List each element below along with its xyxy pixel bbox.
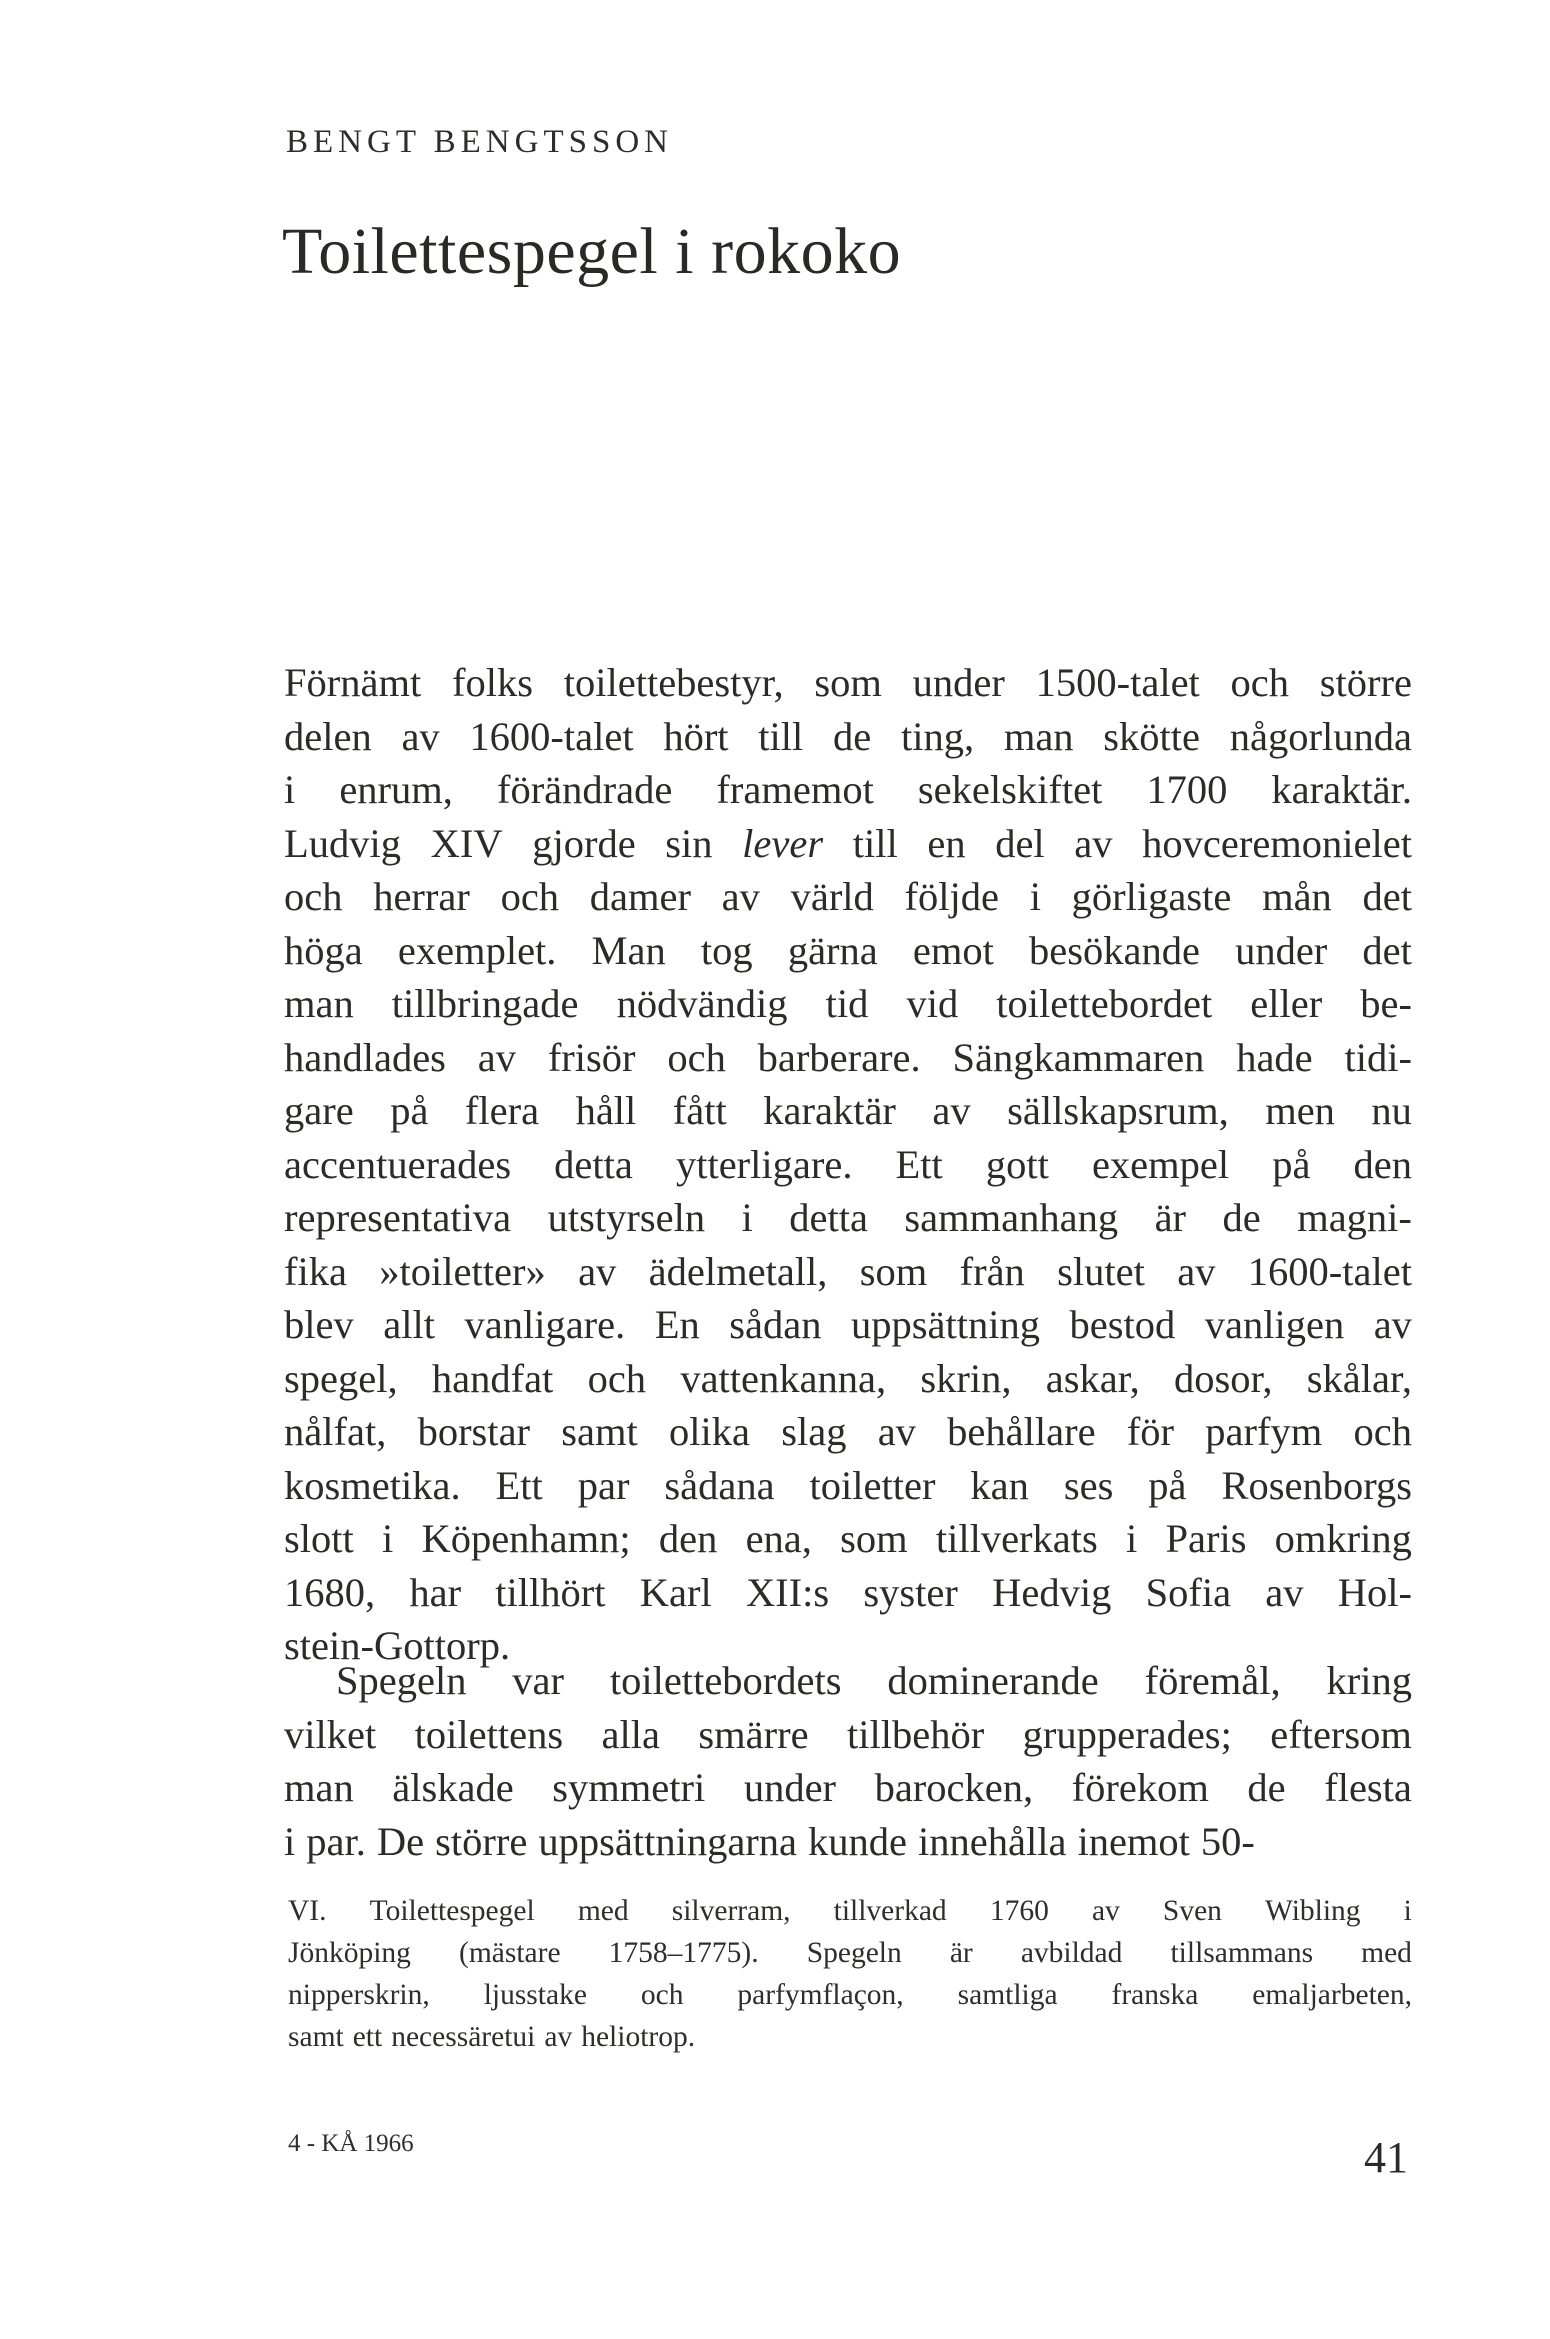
article-title: Toilettespegel i rokoko bbox=[282, 215, 902, 288]
caption-line: VI. Toilettespegel med silverram, tillverkad 1760 av Sven Wibling i bbox=[288, 1895, 1412, 1927]
paragraph-line: och herrar och damer av värld följde i görligaste mån det bbox=[284, 874, 1412, 919]
paragraph-line: man älskade symmetri under barocken, förekom de flesta bbox=[284, 1765, 1412, 1810]
paragraph-line: kosmetika. Ett par sådana toiletter kan ses på Rosenborgs bbox=[284, 1462, 1412, 1508]
paragraph-line: man tillbringade nödvändig tid vid toilettebordet eller be- bbox=[284, 981, 1412, 1026]
paragraph-line: i par. De större uppsättningarna kunde innehålla inemot 50- bbox=[284, 1818, 1255, 1864]
paragraph-line: stein-Gottorp. bbox=[284, 1623, 511, 1668]
paragraph-line: accentuerades detta ytterligare. Ett gott exempel på den bbox=[284, 1141, 1412, 1187]
paragraph-line: Spegeln var toilettebordets dominerande föremål, kring bbox=[336, 1658, 1412, 1703]
paragraph-line: i enrum, förändrade framemot sekelskiftet 1700 karaktär. bbox=[284, 767, 1412, 812]
paragraph-line: fika »toiletter» av ädelmetall, som från slutet av 1600-talet bbox=[284, 1248, 1412, 1294]
paragraph-line: Förnämt folks toilettebestyr, som under 1500-talet och större bbox=[284, 660, 1412, 705]
paragraph-line: blev allt vanligare. En sådan uppsättning bestod vanligen av bbox=[284, 1302, 1412, 1347]
paragraph-line: Ludvig XIV gjorde sin lever till en del av hovceremonielet bbox=[284, 820, 1412, 866]
paragraph-line: vilket toilettens alla smärre tillbehör grupperades; eftersom bbox=[284, 1711, 1412, 1757]
caption-line: samt ett necessäretui av heliotrop. bbox=[288, 2021, 696, 2053]
paragraph-line: handlades av frisör och barberare. Sängkammaren hade tidi- bbox=[284, 1034, 1412, 1080]
page-number: 41 bbox=[1364, 2133, 1408, 2182]
paragraph-2 bbox=[284, 1654, 1412, 1868]
paragraph-line: 1680, har tillhört Karl XII:s syster Hedvig Sofia av Hol- bbox=[284, 1569, 1412, 1615]
author-name: BENGT BENGTSSON bbox=[286, 124, 674, 160]
paragraph-line: nålfat, borstar samt olika slag av behållare för parfym och bbox=[284, 1409, 1412, 1454]
caption-line: nipperskrin, ljusstake och parfymflaçon, samtliga franska emaljarbeten, bbox=[288, 1979, 1412, 2011]
caption-line: Jönköping (mästare 1758–1775). Spegeln är avbildad tillsammans med bbox=[288, 1937, 1412, 1969]
paragraph-line: höga exemplet. Man tog gärna emot besökande under det bbox=[284, 927, 1412, 973]
paragraph-1 bbox=[284, 656, 1412, 1673]
paragraph-line: representativa utstyrseln i detta sammanhang är de magni- bbox=[284, 1195, 1412, 1240]
figure-caption bbox=[288, 1890, 1412, 2058]
paragraph-line: delen av 1600-talet hört till de ting, man skötte någorlunda bbox=[284, 713, 1412, 759]
paragraph-line: spegel, handfat och vattenkanna, skrin, askar, dosor, skålar, bbox=[284, 1355, 1412, 1401]
paragraph-line: gare på flera håll fått karaktär av sällskapsrum, men nu bbox=[284, 1088, 1412, 1133]
signature-mark: 4 - KÅ 1966 bbox=[288, 2130, 414, 2157]
paragraph-line: slott i Köpenhamn; den ena, som tillverkats i Paris omkring bbox=[284, 1516, 1412, 1561]
